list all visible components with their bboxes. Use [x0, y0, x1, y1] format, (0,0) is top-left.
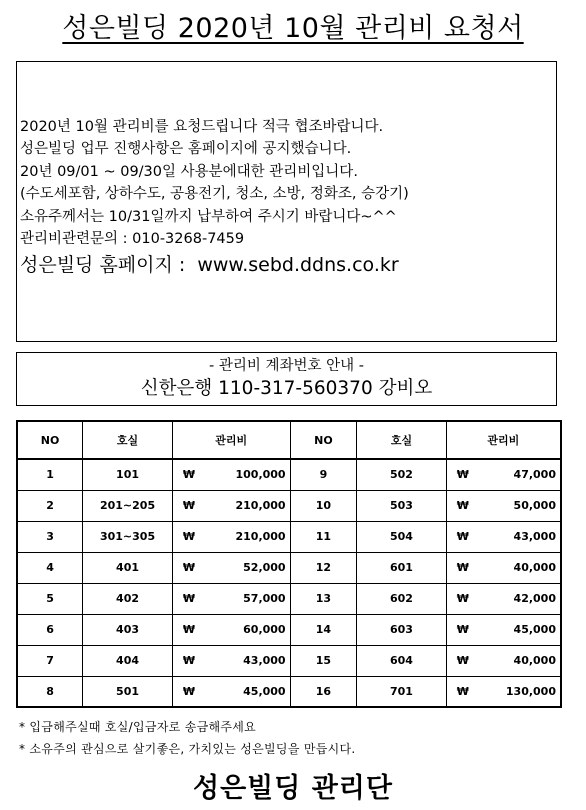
notice-line: 2020년 10월 관리비를 요청드립니다 적극 협조바랍니다. [20, 119, 384, 135]
row-number: 13 [290, 583, 357, 614]
table-row [17, 583, 561, 614]
fee-cell [446, 645, 561, 676]
fee-amount: 45,000 [243, 684, 286, 698]
fee-amount: 43,000 [243, 654, 286, 667]
row-number: 1 [17, 459, 83, 490]
room-number: 502 [357, 459, 447, 490]
fee-cell [446, 521, 561, 552]
row-number: 12 [290, 552, 357, 583]
notice-line: 소유주께서는 10/31일까지 납부하여 주시기 바랍니다~^^ [20, 208, 397, 225]
row-number: 2 [17, 490, 83, 521]
fee-cell [172, 521, 290, 552]
fee-cell [172, 459, 290, 490]
table-row [17, 459, 561, 490]
notice-line: (수도세포함, 상하수도, 공용전기, 청소, 소방, 정화조, 승강기) [20, 186, 409, 203]
fee-amount: 210,000 [235, 530, 286, 543]
row-number: 7 [17, 645, 83, 676]
fee-cell [446, 490, 561, 521]
row-number: 10 [290, 490, 357, 521]
fee-cell [446, 676, 561, 707]
room-number: 401 [83, 552, 173, 583]
room-number: 504 [357, 521, 447, 552]
won-symbol: ₩ [182, 561, 196, 574]
row-number: 5 [17, 583, 83, 614]
table-row [17, 614, 561, 645]
fee-cell [172, 552, 290, 583]
won-symbol: ₩ [182, 592, 196, 605]
fee-cell [446, 583, 561, 614]
fee-amount: 60,000 [243, 623, 286, 636]
fee-amount: 52,000 [243, 561, 286, 574]
fee-cell [446, 459, 561, 490]
won-symbol: ₩ [456, 561, 469, 574]
account-heading: - 관리비 계좌번호 안내 - [209, 358, 364, 374]
row-number: 9 [290, 459, 357, 490]
room-number: 603 [357, 614, 447, 645]
room-number: 201~205 [83, 490, 173, 521]
notice-line: 관리비관련문의 : 010-3268-7459 [20, 231, 245, 248]
fee-cell [446, 552, 561, 583]
row-number: 8 [17, 676, 83, 707]
homepage-url: www.sebd.ddns.co.kr [197, 254, 399, 277]
room-number: 404 [83, 645, 173, 676]
won-symbol: ₩ [182, 468, 196, 482]
won-symbol: ₩ [456, 530, 469, 543]
account-box [16, 352, 557, 406]
fee-cell [172, 614, 290, 645]
won-symbol: ₩ [182, 684, 196, 698]
fee-cell [446, 614, 561, 645]
notice-box [16, 61, 557, 342]
table-row [17, 552, 561, 583]
fee-cell [172, 583, 290, 614]
row-number: 6 [17, 614, 83, 645]
fee-table [16, 420, 562, 708]
room-number: 403 [83, 614, 173, 645]
document-title [0, 6, 586, 45]
fee-cell [172, 645, 290, 676]
won-symbol: ₩ [456, 499, 469, 512]
won-symbol: ₩ [182, 623, 196, 636]
row-number: 11 [290, 521, 357, 552]
header-fee: 관리비 [446, 421, 561, 459]
won-symbol: ₩ [456, 592, 469, 605]
header-room: 호실 [83, 421, 173, 459]
room-number: 503 [357, 490, 447, 521]
fee-cell [172, 676, 290, 707]
fee-amount: 47,000 [513, 468, 556, 482]
fee-amount: 42,000 [513, 592, 556, 605]
row-number: 4 [17, 552, 83, 583]
note: * 입금해주실때 호실/입금자로 송금해주세요 [19, 720, 257, 734]
fee-cell [172, 490, 290, 521]
won-symbol: ₩ [182, 654, 196, 667]
fee-amount: 57,000 [243, 592, 286, 605]
won-symbol: ₩ [456, 623, 469, 636]
fee-amount: 45,000 [513, 623, 556, 636]
table-row [17, 521, 561, 552]
table-row [17, 676, 561, 707]
notes [19, 716, 356, 760]
notice-line: 20년 09/01 ~ 09/30일 사용분에대한 관리비입니다. [20, 163, 358, 180]
footer-signature: 성은빌딩 관리단 [193, 773, 393, 804]
header-no: NO [17, 421, 83, 459]
won-symbol: ₩ [456, 468, 469, 482]
document-title-text: 성은빌딩 2020년 10월 관리비 요청서 [62, 13, 524, 44]
won-symbol: ₩ [182, 499, 196, 512]
row-number: 15 [290, 645, 357, 676]
row-number: 3 [17, 521, 83, 552]
account-number: 신한은행 110-317-560370 강비오 [140, 378, 433, 399]
fee-amount: 210,000 [235, 499, 286, 512]
notice-line: 성은빌딩 업무 진행사항은 홈페이지에 공지했습니다. [20, 141, 352, 158]
header-fee: 관리비 [172, 421, 290, 459]
fee-amount: 43,000 [513, 530, 556, 543]
row-number: 16 [290, 676, 357, 707]
fee-table-header [17, 421, 561, 459]
table-row [17, 645, 561, 676]
room-number: 501 [83, 676, 173, 707]
notice-lines [20, 116, 409, 279]
room-number: 604 [357, 645, 447, 676]
row-number: 14 [290, 614, 357, 645]
room-number: 701 [357, 676, 447, 707]
header-room: 호실 [357, 421, 447, 459]
room-number: 601 [357, 552, 447, 583]
table-row [17, 490, 561, 521]
won-symbol: ₩ [456, 654, 469, 667]
room-number: 301~305 [83, 521, 173, 552]
room-number: 602 [357, 583, 447, 614]
won-symbol: ₩ [456, 684, 469, 698]
header-no: NO [290, 421, 357, 459]
fee-amount: 40,000 [513, 561, 556, 574]
room-number: 101 [83, 459, 173, 490]
note: * 소유주의 관심으로 살기좋은, 가치있는 성은빌딩을 만듭시다. [19, 742, 356, 756]
fee-amount: 100,000 [235, 468, 286, 482]
fee-amount: 130,000 [505, 684, 556, 698]
won-symbol: ₩ [182, 530, 196, 543]
homepage-label: 성은빌딩 홈페이지 : [20, 254, 186, 277]
fee-amount: 40,000 [513, 654, 556, 667]
fee-amount: 50,000 [513, 499, 556, 512]
room-number: 402 [83, 583, 173, 614]
homepage-line [20, 251, 409, 279]
